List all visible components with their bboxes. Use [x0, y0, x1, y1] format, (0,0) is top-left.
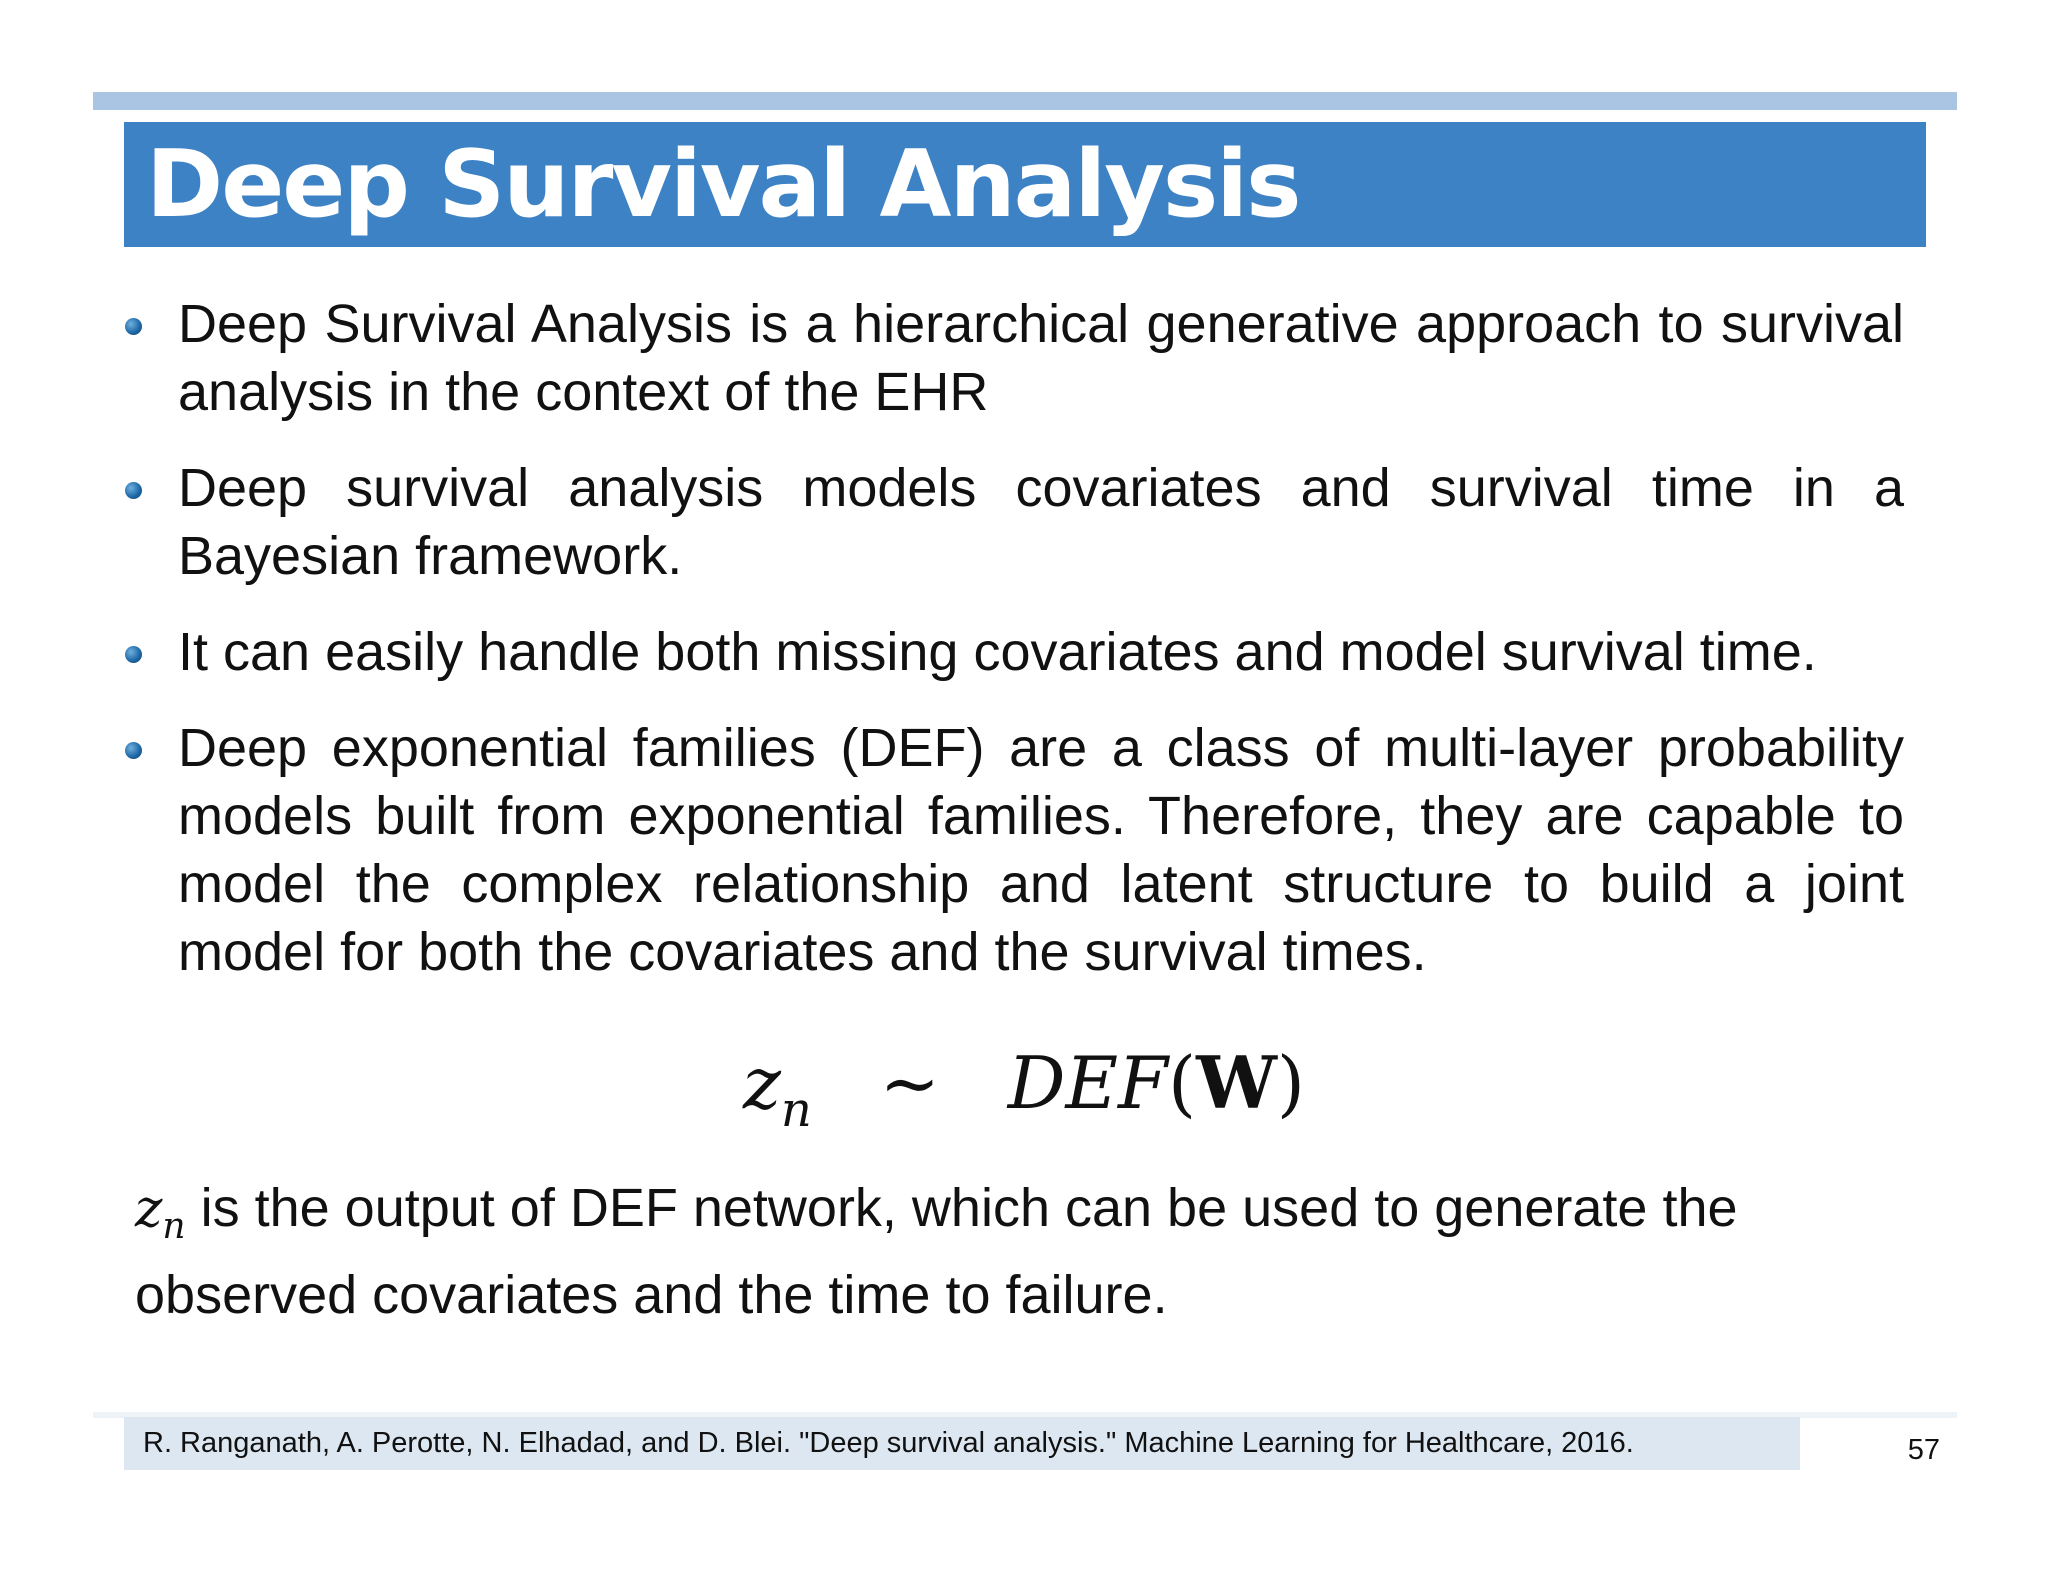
bullet-icon	[125, 742, 142, 759]
equation-symbol: z	[742, 1041, 781, 1125]
equation-relation: ∼	[879, 1041, 940, 1125]
equation-close-paren: )	[1276, 1041, 1306, 1125]
slide-title: Deep Survival Analysis	[146, 130, 1300, 238]
top-rule	[93, 92, 1957, 110]
equation-open-paren: (	[1167, 1041, 1197, 1125]
equation-argument: W	[1196, 1040, 1277, 1125]
paragraph-symbol-letter: z	[135, 1179, 163, 1239]
equation	[0, 1038, 2048, 1155]
bullet-icon	[125, 482, 142, 499]
bullet-icon	[125, 646, 142, 663]
page-number: 57	[1907, 1434, 1940, 1466]
bullet-item	[124, 454, 1904, 590]
bullet-text: Deep survival analysis models covariates and survival time in a Bayesian framework.	[178, 458, 1904, 586]
paragraph-symbol	[135, 1179, 186, 1247]
paragraph-line	[135, 1174, 1915, 1261]
bullet-text: It can easily handle both missing covariates and model survival time.	[178, 622, 1817, 682]
bullet-item	[124, 618, 1904, 686]
paragraph-line-2: observed covariates and the time to failure.	[135, 1265, 1168, 1325]
citation-box	[124, 1417, 1800, 1470]
bullet-item	[124, 714, 1904, 986]
title-bar	[124, 122, 1926, 247]
bullet-list	[124, 290, 1904, 1014]
equation-function: DEF	[1007, 1041, 1168, 1125]
bullet-text: Deep exponential families (DEF) are a class of multi-layer probability models built from exponential families. Therefore, they are capable to model the complex relationship and latent structure to build a joint model for both the covariates and the survival times.	[178, 718, 1904, 982]
citation-text: R. Ranganath, A. Perotte, N. Elhadad, and D. Blei. "Deep survival analysis." Machine Learning for Healthcare, 2016.	[143, 1427, 1634, 1459]
equation-subscript: n	[780, 1082, 812, 1138]
paragraph-symbol-subscript: n	[162, 1206, 186, 1247]
bullet-icon	[125, 318, 142, 335]
bullet-text: Deep Survival Analysis is a hierarchical generative approach to survival analysis in the context of the EHR	[178, 294, 1904, 422]
paragraph-line-1: is the output of DEF network, which can be used to generate the	[185, 1178, 1738, 1238]
bullet-item	[124, 290, 1904, 426]
explanation-paragraph	[135, 1174, 1915, 1329]
